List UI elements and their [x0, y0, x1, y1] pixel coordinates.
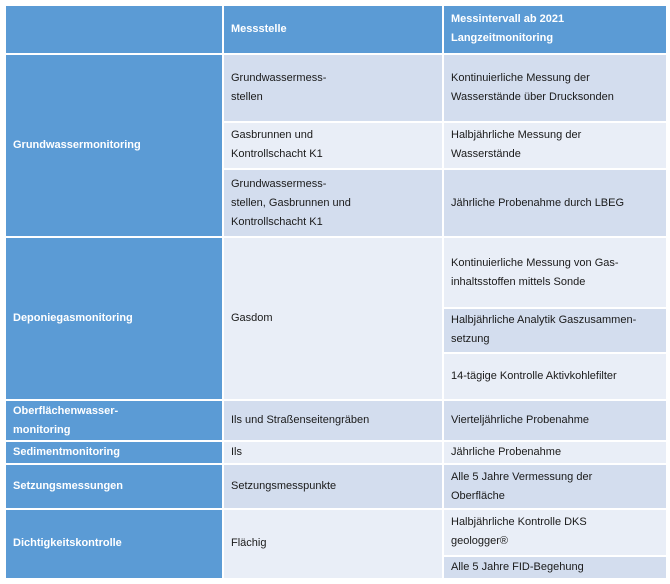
cell-line: Oberfläche	[451, 489, 505, 502]
cell-line: Halbjährliche Analytik Gaszusammen-	[451, 314, 637, 327]
messstelle-cell: Flächig	[223, 509, 443, 579]
category-dichtigkeitskontrolle: Dichtigkeitskontrolle	[5, 509, 223, 579]
intervall-cell: 14-tägige Kontrolle Aktivkohlefilter	[443, 353, 667, 401]
cell-line: Grundwassermess-	[231, 177, 327, 190]
table-row	[5, 54, 667, 122]
table-row	[5, 237, 667, 308]
header-category	[5, 5, 223, 54]
messstelle-cell	[223, 122, 443, 170]
intervall-cell	[443, 54, 667, 122]
cell-line: stellen, Gasbrunnen und	[231, 196, 351, 209]
intervall-cell	[443, 122, 667, 170]
table-row	[5, 441, 667, 464]
intervall-cell: Alle 5 Jahre FID-Begehung	[443, 556, 667, 579]
intervall-cell: Vierteljährliche Probenahme	[443, 400, 667, 441]
table-row	[5, 464, 667, 509]
cell-line: Kontrollschacht K1	[231, 148, 323, 161]
category-sedimentmonitoring: Sedimentmonitoring	[5, 441, 223, 464]
cell-line: Kontinuierliche Messung von Gas-	[451, 256, 619, 269]
intervall-cell	[443, 237, 667, 308]
cell-line: Grundwassermess-	[231, 71, 327, 84]
cell-line: stellen	[231, 90, 263, 103]
cell-line: Gasbrunnen und	[231, 129, 313, 142]
cell-line: geologger®	[451, 535, 509, 548]
cell-line: Wasserstände	[451, 148, 521, 161]
intervall-cell: Jährliche Probenahme durch LBEG	[443, 169, 667, 237]
category-grundwassermonitoring: Grundwassermonitoring	[5, 54, 223, 238]
intervall-cell: Jährliche Probenahme	[443, 441, 667, 464]
table-row	[5, 400, 667, 441]
header-messintervall-line1: Messintervall ab 2021	[451, 13, 565, 26]
table-row	[5, 509, 667, 556]
intervall-cell	[443, 308, 667, 353]
cell-line: Alle 5 Jahre Vermessung der	[451, 470, 593, 483]
messstelle-cell	[223, 54, 443, 122]
monitoring-table	[4, 4, 668, 580]
intervall-cell	[443, 464, 667, 509]
cell-line: setzung	[451, 333, 490, 346]
messstelle-cell	[223, 169, 443, 237]
intervall-cell	[443, 509, 667, 556]
header-messintervall-line2: Langzeitmonitoring	[451, 32, 554, 45]
header-messstelle: Messstelle	[223, 5, 443, 54]
header-row	[5, 5, 667, 54]
messstelle-cell: Ils und Straßenseitengräben	[223, 400, 443, 441]
category-setzungsmessungen: Setzungsmessungen	[5, 464, 223, 509]
cell-line: inhaltsstoffen mittels Sonde	[451, 275, 586, 288]
cell-line: Halbjährliche Messung der	[451, 129, 582, 142]
header-messintervall	[443, 5, 667, 54]
cell-line: Kontrollschacht K1	[231, 215, 323, 228]
messstelle-cell: Setzungsmesspunkte	[223, 464, 443, 509]
messstelle-cell: Gasdom	[223, 237, 443, 400]
cell-line: monitoring	[13, 423, 71, 436]
cell-line: Wasserstände über Drucksonden	[451, 90, 614, 103]
cell-line: Oberflächenwasser-	[13, 404, 119, 417]
category-deponiegasmonitoring: Deponiegasmonitoring	[5, 237, 223, 400]
cell-line: Halbjährliche Kontrolle DKS	[451, 516, 587, 529]
category-oberflaechenwassermonitoring	[5, 400, 223, 441]
cell-line: Kontinuierliche Messung der	[451, 71, 590, 84]
messstelle-cell: Ils	[223, 441, 443, 464]
